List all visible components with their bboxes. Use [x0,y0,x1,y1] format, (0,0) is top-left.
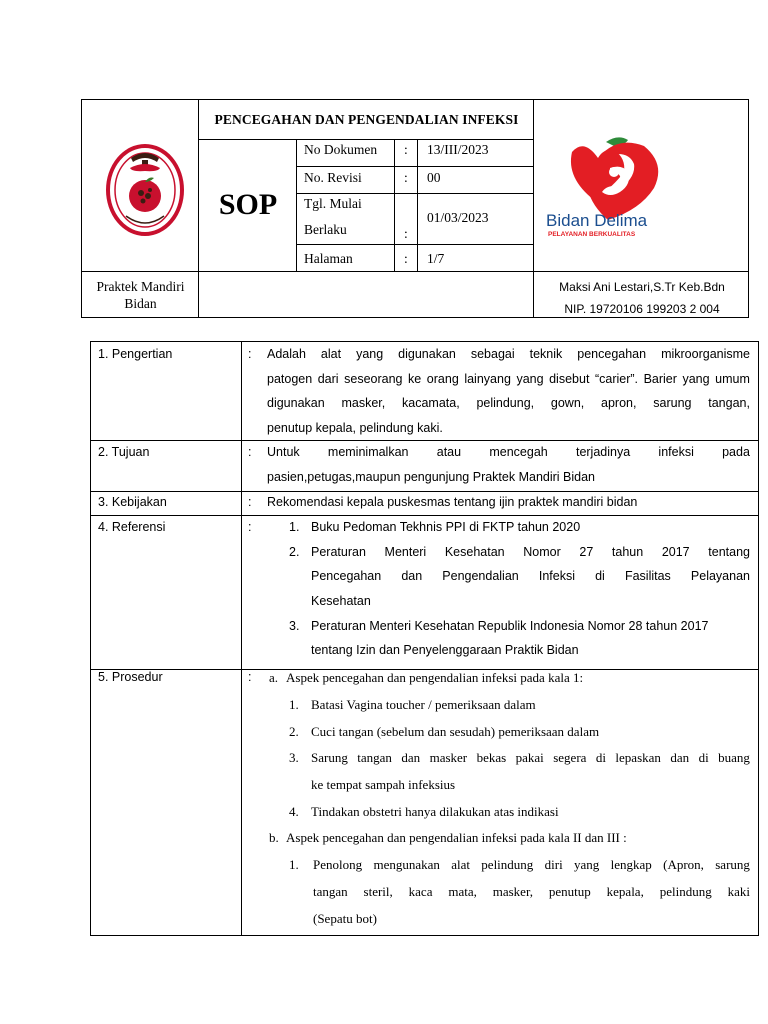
referensi-item-2-line-1: Peraturan Menteri Kesehatan Nomor 27 tahun 2017 tentang [311,545,750,559]
colon: : [404,142,408,157]
referensi-item-2-line-2: Pencegahan dan Pengendalian Infeksi di Fasilitas Pelayanan [311,569,750,583]
colon: : [248,495,252,509]
referensi-item-3-line-2: tentang Izin dan Penyelenggaraan Praktik Bidan [311,643,579,657]
colon: : [404,170,408,185]
divider [91,440,758,441]
colon: : [404,251,408,266]
colon: : [248,445,252,459]
praktek-label [82,278,199,312]
pengertian-line-1: Adalah alat yang digunakan sebagai teknik pencegahan mikroorganisme [267,347,750,361]
prosedur-b-label: b. [269,830,279,845]
divider [296,166,533,167]
prosedur-b-item-1-line-1: Penolong mengunakan alat pelindung diri yang lengkap (Apron, sarung [313,857,750,872]
bidan-delima-icon [544,128,744,238]
list-number: 3. [289,750,299,765]
colon: : [248,670,252,684]
divider [394,139,395,271]
signer-block [534,276,750,320]
prosedur-a-item-3-line-2: ke tempat sampah infeksius [311,777,456,792]
pengertian-line-3: digunakan masker, kacamata, pelindung, gown, apron, sarung tangan, [267,396,750,410]
signer-nip: NIP. 19720106 199203 2 004 [564,302,720,316]
divider [82,271,748,272]
colon: : [248,347,252,361]
divider [296,244,533,245]
header-table [81,99,749,318]
start-date-value: 01/03/2023 [427,210,489,225]
doc-number-label: No Dokumen [304,142,378,157]
ibi-logo [104,138,186,238]
section-label-kebijakan: 3. Kebijakan [98,495,167,509]
signer-name: Maksi Ani Lestari,S.Tr Keb.Bdn [559,280,725,294]
bidan-delima-tagline: PELAYANAN BERKUALITAS [548,231,636,238]
prosedur-a-item-4: Tindakan obstetri hanya dilakukan atas indikasi [311,804,559,819]
list-number: 1. [289,520,300,534]
section-label-prosedur: 5. Prosedur [98,670,163,684]
prosedur-b-item-1-line-2: tangan steril, kaca mata, masker, penutup kepala, pelindung kaki [313,884,750,899]
tujuan-line-1: Untuk meminimalkan atau mencegah terjadinya infeksi pada [267,445,750,459]
sop-content-table [90,341,759,936]
document-title: PENCEGAHAN DAN PENGENDALIAN INFEKSI [214,111,519,127]
revision-value: 00 [427,170,441,185]
kebijakan-text: Rekomendasi kepala puskesmas tentang ijin praktek mandiri bidan [267,495,638,509]
referensi-item-3-line-1: Peraturan Menteri Kesehatan Republik Indonesia Nomor 28 tahun 2017 [311,619,709,633]
praktek-line2: Bidan [124,296,157,311]
divider [417,139,418,271]
list-number: 4. [289,804,299,819]
list-number: 2. [289,545,300,559]
prosedur-b-item-1-line-3: (Sepatu bot) [313,911,377,926]
start-date-label-line2: Berlaku [304,222,347,237]
divider [91,491,758,492]
praktek-line1: Praktek Mandiri [96,279,185,294]
ibi-logo-icon [104,138,186,238]
list-number: 2. [289,724,299,739]
section-label-pengertian: 1. Pengertian [98,347,173,361]
doc-number-value: 13/III/2023 [427,142,489,157]
colon: : [404,226,408,241]
sop-label: SOP [218,188,278,221]
prosedur-a-item-1: Batasi Vagina toucher / pemeriksaan dalam [311,697,536,712]
section-label-referensi: 4. Referensi [98,520,166,534]
prosedur-a-text: Aspek pencegahan dan pengendalian infeksi pada kala 1: [286,670,584,685]
pengertian-line-2: patogen dari seseorang ke orang lainyang yang disebut “carier”. Barier yang umum [267,372,750,386]
page-value: 1/7 [427,251,445,266]
prosedur-b-text: Aspek pencegahan dan pengendalian infeksi pada kala II dan III : [286,830,627,845]
referensi-item-2-line-3: Kesehatan [311,594,371,608]
list-number: 1. [289,857,299,872]
list-number: 1. [289,697,299,712]
pengertian-line-4: penutup kepala, pelindung kaki. [267,421,443,435]
tujuan-line-2: pasien,petugas,maupun pengunjung Praktek Mandiri Bidan [267,470,596,484]
bidan-delima-name: Bidan Delima [546,211,648,230]
prosedur-a-label: a. [269,670,279,685]
revision-label: No. Revisi [304,170,362,185]
list-number: 3. [289,619,300,633]
colon: : [248,520,252,534]
referensi-item-1: Buku Pedoman Tekhnis PPI di FKTP tahun 2020 [311,520,581,534]
prosedur-a-item-3-line-1: Sarung tangan dan masker bekas pakai segera di lepaskan dan di buang [311,750,750,765]
bidan-delima-logo [544,128,744,238]
divider [91,515,758,516]
divider [296,193,533,194]
prosedur-a-item-2: Cuci tangan (sebelum dan sesudah) pemeriksaan dalam [311,724,600,739]
divider [241,342,242,936]
page-label: Halaman [304,251,353,266]
section-label-tujuan: 2. Tujuan [98,445,150,459]
start-date-label-line1: Tgl. Mulai [304,196,362,211]
